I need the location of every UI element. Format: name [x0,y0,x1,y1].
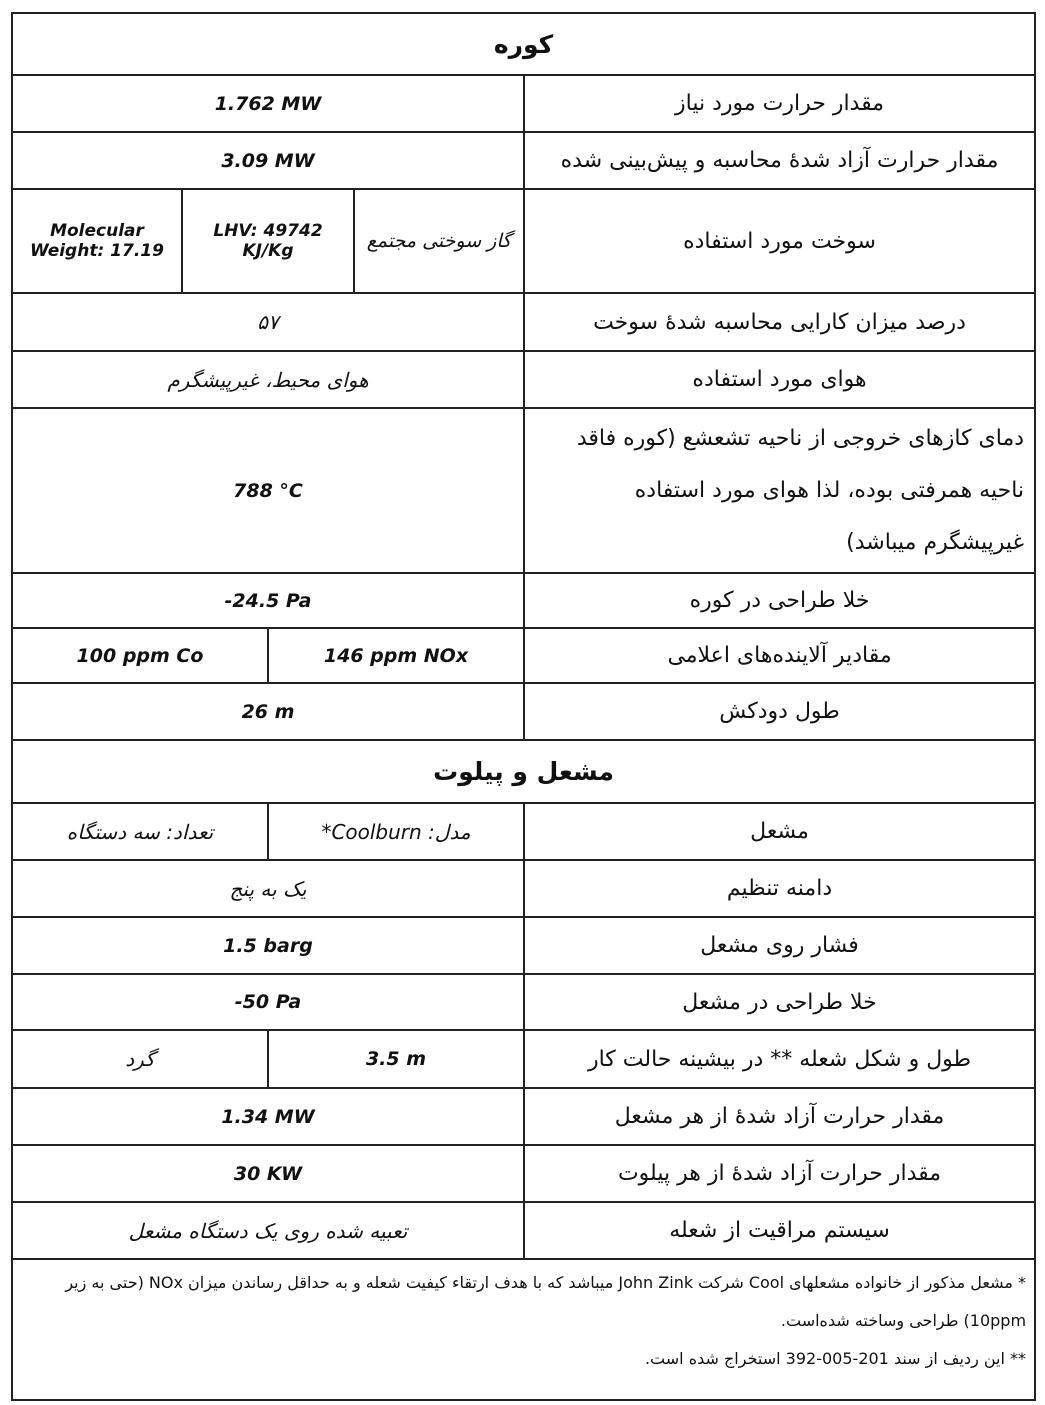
table-row [12,917,1035,974]
fuel-molecular-weight: Molecular Weight: 17.19 [12,189,182,293]
flame-shape-value: گرد [12,1030,268,1088]
spec-sheet [11,12,1034,1395]
heat-pilot-label: مقدار حرارت آزاد شدهٔ از هر پیلوت [524,1145,1035,1202]
burner-vacuum-label: خلا طراحی در مشعل [524,974,1035,1030]
burner-model: مدل: Coolburn* [268,803,524,860]
burner-header-row [12,740,1035,803]
heat-required-value: 1.762 MW [12,75,524,132]
heat-released-value: 3.09 MW [12,132,524,189]
table-row [12,75,1035,132]
table-row [12,573,1035,628]
flame-label: طول و شکل شعله ** در بیشینه حالت کار [524,1030,1035,1088]
footnote-1: * مشعل مذکور از خانواده مشعلهای Cool شرکت John Zink میباشد که با هدف ارتقاء کیفیت شعله و به حداقل رساندن میزان NOx (حتی به زیر 10ppm) طراحی وساخته شده‌است. [65,1273,1027,1330]
table-row [12,628,1035,683]
table-row [12,974,1035,1030]
table-row [12,189,1035,293]
pollutant-co-value: 100 ppm Co [12,628,268,683]
flame-monitor-value: تعبیه شده روی یک دستگاه مشعل [12,1202,524,1259]
efficiency-label: درصد میزان کارایی محاسبه شدهٔ سوخت [524,293,1035,351]
spec-table [11,12,1036,1401]
heat-burner-label: مقدار حرارت آزاد شدهٔ از هر مشعل [524,1088,1035,1145]
table-row [12,132,1035,189]
footnote-2: ** این ردیف از سند 201-005-392 استخراج شده است. [644,1349,1027,1368]
notes-row [12,1259,1035,1400]
pressure-value: 1.5 barg [12,917,524,974]
heat-released-label: مقدار حرارت آزاد شدهٔ محاسبه و پیش‌بینی شده [524,132,1035,189]
burner-count: تعداد: سه دستگاه [12,803,268,860]
pressure-label: فشار روی مشعل [524,917,1035,974]
table-row [12,1030,1035,1088]
efficiency-value: ۵۷ [12,293,524,351]
table-row [12,683,1035,740]
stack-label: طول دودکش [524,683,1035,740]
table-row [12,408,1035,573]
furnace-vacuum-label: خلا طراحی در کوره [524,573,1035,628]
footnotes [12,1259,1035,1400]
turndown-value: یک به پنج [12,860,524,917]
air-value: هوای محیط، غیرپیشگرم [12,351,524,408]
heat-required-label: مقدار حرارت مورد نیاز [524,75,1035,132]
heat-burner-value: 1.34 MW [12,1088,524,1145]
fuel-type: گاز سوختی مجتمع [354,189,524,293]
furnace-title: کوره [12,13,1035,75]
air-label: هوای مورد استفاده [524,351,1035,408]
table-row [12,803,1035,860]
fuel-label: سوخت مورد استفاده [524,189,1035,293]
burner-title: مشعل و پیلوت [12,740,1035,803]
table-row [12,293,1035,351]
table-row [12,1088,1035,1145]
pollutant-nox-value: 146 ppm NOx [268,628,524,683]
gas-temp-label: دمای کازهای خروجی از ناحیه تشعشع (کوره فاقد ناحیه همرفتی بوده، لذا هوای مورد استفاده غیرپیشگرم میباشد) [524,408,1035,573]
flame-length-value: 3.5 m [268,1030,524,1088]
heat-pilot-value: 30 KW [12,1145,524,1202]
flame-monitor-label: سیستم مراقیت از شعله [524,1202,1035,1259]
furnace-vacuum-value: -24.5 Pa [12,573,524,628]
gas-temp-value: 788 °C [12,408,524,573]
burner-vacuum-value: -50 Pa [12,974,524,1030]
table-row [12,351,1035,408]
burner-label: مشعل [524,803,1035,860]
turndown-label: دامنه تنظیم [524,860,1035,917]
stack-value: 26 m [12,683,524,740]
fuel-lhv: LHV: 49742 KJ/Kg [182,189,354,293]
table-row [12,1145,1035,1202]
furnace-header-row [12,13,1035,75]
table-row [12,1202,1035,1259]
table-row [12,860,1035,917]
pollutants-label: مقادیر آلاینده‌های اعلامی [524,628,1035,683]
